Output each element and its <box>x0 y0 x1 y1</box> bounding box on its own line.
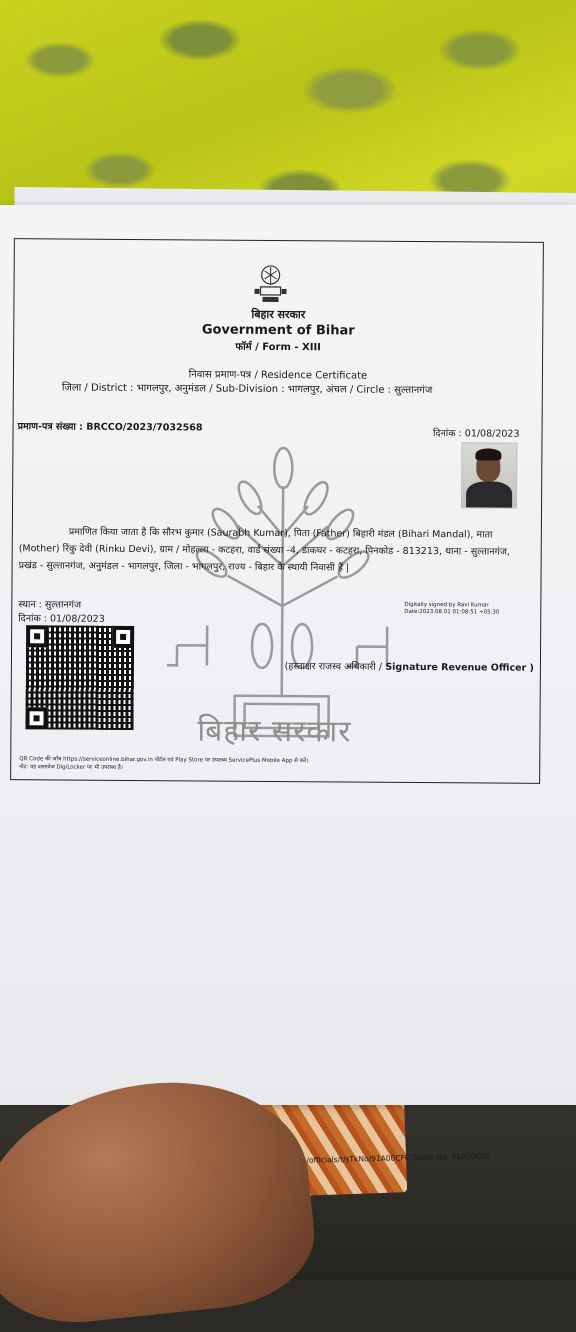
form-number: फॉर्म / Form - XIII <box>235 341 321 354</box>
place-label: स्थान : सुल्तानगंज <box>18 599 82 611</box>
digital-sign-name: Digitally signed by Ravi Kumar <box>404 601 489 609</box>
applicant-photo <box>461 442 517 508</box>
bihar-emblem-icon <box>250 263 290 305</box>
body-line-1: प्रमाणित किया जाता है कि सौरभ कुमार (Saurabh Kumar), पिता (Father) बिहारी मंडल (Bihari Mandal), माता <box>68 526 493 541</box>
issue-date-bottom: दिनांक : 01/08/2023 <box>18 613 105 625</box>
digital-signature <box>404 602 499 617</box>
body-line-2: (Mother) रिंकु देवी (Rinku Devi), ग्राम / मोहल्ला - कटहरा, वार्ड संख्या -4, डाकघर - कटहरा, पिनकोड - 813213, थाना - सुल्तानगंज, <box>18 543 510 558</box>
government-hindi: बिहार सरकार <box>251 307 306 322</box>
qr-code[interactable] <box>25 625 134 730</box>
issue-date-top: दिनांक : 01/08/2023 <box>432 428 520 440</box>
digital-sign-date: Date:2023.08.01 01:08:51 +05:30 <box>404 608 500 616</box>
body-line-3: प्रखंड - सुल्तानगंज, अनुमंडल - भागलपुर, जिला - भागलपुर, राज्य - बिहार के स्थायी निवासी हैं | <box>18 560 350 574</box>
residence-certificate <box>10 238 544 784</box>
signature-block <box>285 659 534 674</box>
qr-verification-note <box>19 755 308 773</box>
government-english: Government of Bihar <box>201 322 355 339</box>
qr-note-line-2: नोट: यह दस्तावेज DigiLocker पर भी उपलब्ध है। <box>19 764 123 771</box>
certificate-title: निवास प्रमाण-पत्र / Residence Certificate <box>188 369 368 382</box>
bihar-sarkar-watermark: बिहार सरकार <box>197 713 352 750</box>
qr-note-line-1: QR Code की जाँच https://serviceonline.bihar.gov.in पोर्टल एवं Play Store पर उपलब्ध ServicePlus Mobile App से करें। <box>19 756 309 765</box>
signature-hindi: (हस्ताक्षर राजस्व अधिकारी / <box>284 661 383 673</box>
certificate-number: प्रमाण-पत्र संख्या : BRCCO/2023/7032568 <box>17 421 203 434</box>
certificate-body <box>19 523 527 578</box>
reference-footer: Token No: 91A00CFC <box>412 1151 491 1163</box>
signature-english: Signature Revenue Officer ) <box>385 661 534 674</box>
district-line: जिला / District : भागलपुर, अनुमंडल / Sub-Division : भागलपुर, अंचल / Circle : सुल्तानगंज <box>61 382 433 397</box>
